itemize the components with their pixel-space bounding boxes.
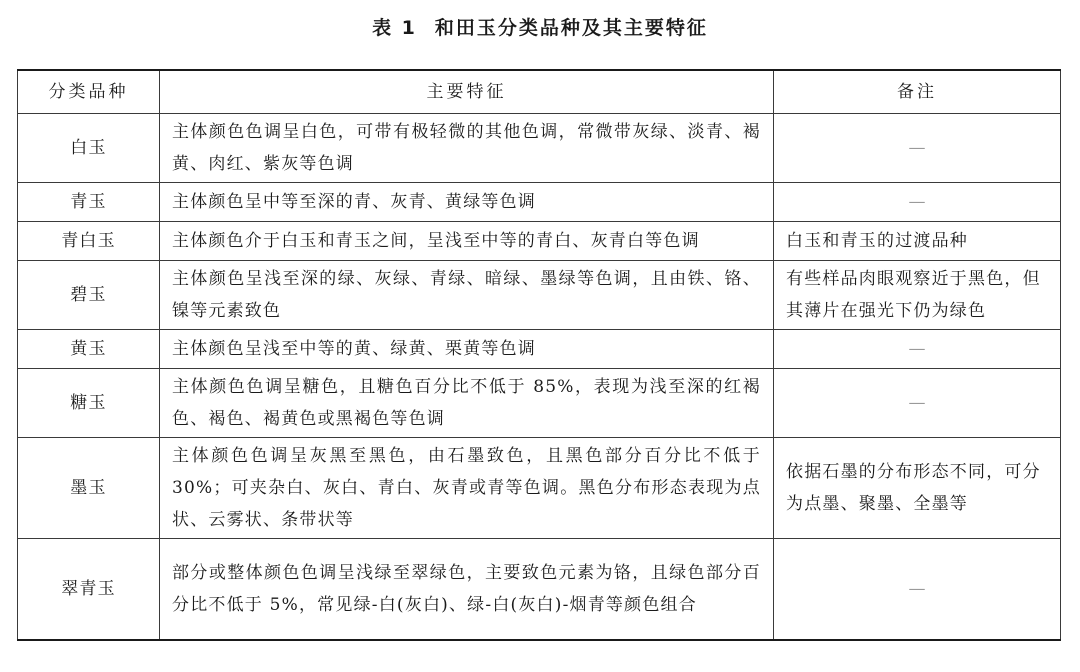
- table-row: [18, 539, 1061, 641]
- features-cell: 主体颜色呈浅至深的绿、灰绿、青绿、暗绿、墨绿等色调，且由铁、铬、镍等元素致色: [160, 261, 774, 330]
- features-cell: 主体颜色色调呈灰黑至黑色，由石墨致色，且黑色部分百分比不低于 30%；可夹杂白、灰白、青白、灰青或青等色调。黑色分布形态表现为点状、云雾状、条带状等: [160, 438, 774, 539]
- table-row: [18, 438, 1061, 539]
- category-cell: 糖玉: [18, 369, 160, 438]
- note-cell: —: [774, 183, 1061, 222]
- table-row: [18, 261, 1061, 330]
- features-cell: 主体颜色色调呈白色，可带有极轻微的其他色调，常微带灰绿、淡青、褐黄、肉红、紫灰等色调: [160, 114, 774, 183]
- features-cell: 主体颜色介于白玉和青玉之间，呈浅至中等的青白、灰青白等色调: [160, 222, 774, 261]
- header-features: 主要特征: [160, 70, 774, 114]
- features-cell: 主体颜色色调呈糖色，且糖色百分比不低于 85%，表现为浅至深的红褐色、褐色、褐黄色或黑褐色等色调: [160, 369, 774, 438]
- table-row: [18, 222, 1061, 261]
- note-cell: —: [774, 114, 1061, 183]
- note-cell: —: [774, 330, 1061, 369]
- features-cell: 主体颜色呈浅至中等的黄、绿黄、栗黄等色调: [160, 330, 774, 369]
- note-cell: 白玉和青玉的过渡品种: [774, 222, 1061, 261]
- category-cell: 青玉: [18, 183, 160, 222]
- category-cell: 黄玉: [18, 330, 160, 369]
- header-row: [18, 70, 1061, 114]
- header-category: 分类品种: [18, 70, 160, 114]
- note-cell: 有些样品肉眼观察近于黑色，但其薄片在强光下仍为绿色: [774, 261, 1061, 330]
- note-cell: 依据石墨的分布形态不同，可分为点墨、聚墨、全墨等: [774, 438, 1061, 539]
- features-cell: 部分或整体颜色色调呈浅绿至翠绿色，主要致色元素为铬，且绿色部分百分比不低于 5%，常见绿-白(灰白)、绿-白(灰白)-烟青等颜色组合: [160, 539, 774, 641]
- table-number: 表 1: [372, 17, 417, 39]
- table-caption: 和田玉分类品种及其主要特征: [434, 17, 708, 39]
- table-title: [0, 14, 1080, 42]
- note-cell: —: [774, 539, 1061, 641]
- note-cell: —: [774, 369, 1061, 438]
- category-cell: 翠青玉: [18, 539, 160, 641]
- table-row: [18, 330, 1061, 369]
- table-row: [18, 369, 1061, 438]
- category-cell: 墨玉: [18, 438, 160, 539]
- table-row: [18, 114, 1061, 183]
- category-cell: 青白玉: [18, 222, 160, 261]
- features-cell: 主体颜色呈中等至深的青、灰青、黄绿等色调: [160, 183, 774, 222]
- category-cell: 碧玉: [18, 261, 160, 330]
- jade-classification-table: [17, 69, 1061, 641]
- table-row: [18, 183, 1061, 222]
- header-note: 备注: [774, 70, 1061, 114]
- category-cell: 白玉: [18, 114, 160, 183]
